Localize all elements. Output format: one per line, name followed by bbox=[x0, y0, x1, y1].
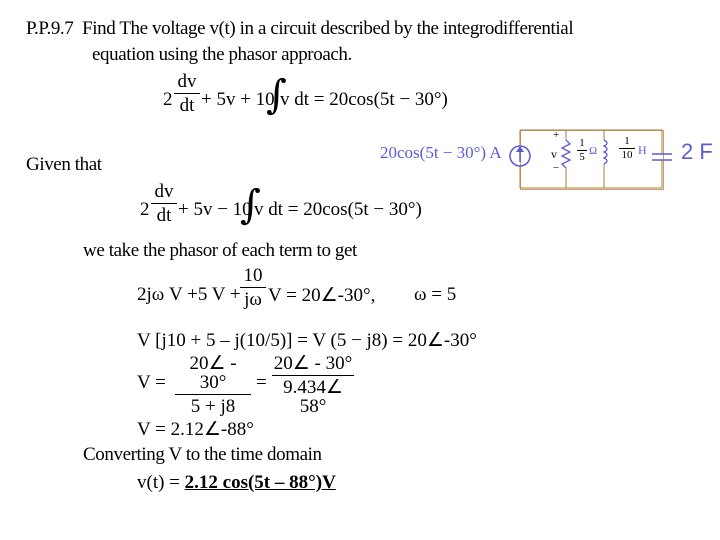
problem-text: Find The voltage v(t) in a circuit described by the integrodifferential bbox=[82, 18, 574, 39]
eq5-lhs: V = bbox=[137, 372, 166, 393]
resistor-unit: Ω bbox=[589, 145, 598, 157]
eq1-tail: v dt = 20cos(5t − 30°) bbox=[280, 89, 448, 110]
given-label: Given that bbox=[26, 154, 102, 175]
eq2-num: dv bbox=[154, 181, 174, 202]
phasor-intro: we take the phasor of each term to get bbox=[83, 240, 357, 261]
angle-icon: ∠ bbox=[203, 418, 221, 440]
current-source-label: 20cos(5t − 30°) A bbox=[380, 143, 502, 162]
eq2-coef: 2 bbox=[140, 199, 150, 220]
eq5-fraction-1: 20∠ - 30° 5 + j8 bbox=[175, 354, 251, 416]
angle-icon: ∠ bbox=[320, 284, 338, 306]
minus-sign: − bbox=[553, 162, 560, 174]
integral-sign-2: ∫ bbox=[240, 182, 261, 228]
inductor-unit: H bbox=[638, 143, 647, 157]
eq3-fraction: 10 jω bbox=[240, 266, 266, 309]
capacitor-label: 2 F bbox=[681, 139, 713, 164]
angle-icon: ∠ bbox=[426, 329, 444, 351]
eq3-right: V = 20∠-30°, bbox=[268, 284, 376, 306]
equation-6: V = 2.12∠-88° bbox=[137, 418, 254, 440]
integral-sign-1: ∫ bbox=[266, 72, 287, 118]
plus-sign: + bbox=[553, 129, 560, 141]
problem-statement-line1 bbox=[26, 18, 573, 40]
eq1-den: dt bbox=[179, 95, 195, 116]
equation-4: V [j10 + 5 – j(10/5)] = V (5 − j8) = 20∠-30° bbox=[137, 329, 477, 351]
eq2-tail: v dt = 20cos(5t − 30°) bbox=[254, 199, 422, 220]
angle-icon: ∠ bbox=[208, 352, 226, 374]
resistor-value: 1 5 bbox=[577, 138, 587, 163]
resistor-icon bbox=[562, 140, 570, 168]
problem-label: P.P.9.7 bbox=[26, 18, 74, 39]
eq5-fraction-2: 20∠ - 30° 9.434∠58° bbox=[273, 352, 353, 417]
angle-icon: ∠ bbox=[325, 376, 343, 398]
convert-label: Converting V to the time domain bbox=[83, 444, 322, 465]
eq1-fraction bbox=[174, 72, 200, 115]
voltage-label: v bbox=[551, 147, 557, 161]
final-result: v(t) = 2.12 cos(5t – 88°)V bbox=[137, 472, 336, 493]
eq3-left: 2jω V +5 V + bbox=[137, 284, 241, 305]
eq1-num: dv bbox=[177, 71, 197, 92]
eq1-mid: + 5v + 10 bbox=[201, 89, 275, 110]
result-value: 2.12 cos(5t – 88°)V bbox=[184, 472, 336, 493]
eq5-equals: = bbox=[256, 372, 267, 393]
problem-statement-line2: equation using the phasor approach. bbox=[92, 44, 352, 65]
inductor-value: 1 10 bbox=[619, 136, 635, 161]
eq1-coef: 2 bbox=[163, 89, 173, 110]
eq2-fraction bbox=[151, 182, 177, 225]
eq2-den: dt bbox=[156, 205, 172, 226]
inductor-icon bbox=[604, 140, 607, 164]
angle-icon: ∠ bbox=[292, 352, 310, 374]
eq2-mid: + 5v − 10 bbox=[178, 199, 252, 220]
omega-value: ω = 5 bbox=[414, 284, 457, 305]
